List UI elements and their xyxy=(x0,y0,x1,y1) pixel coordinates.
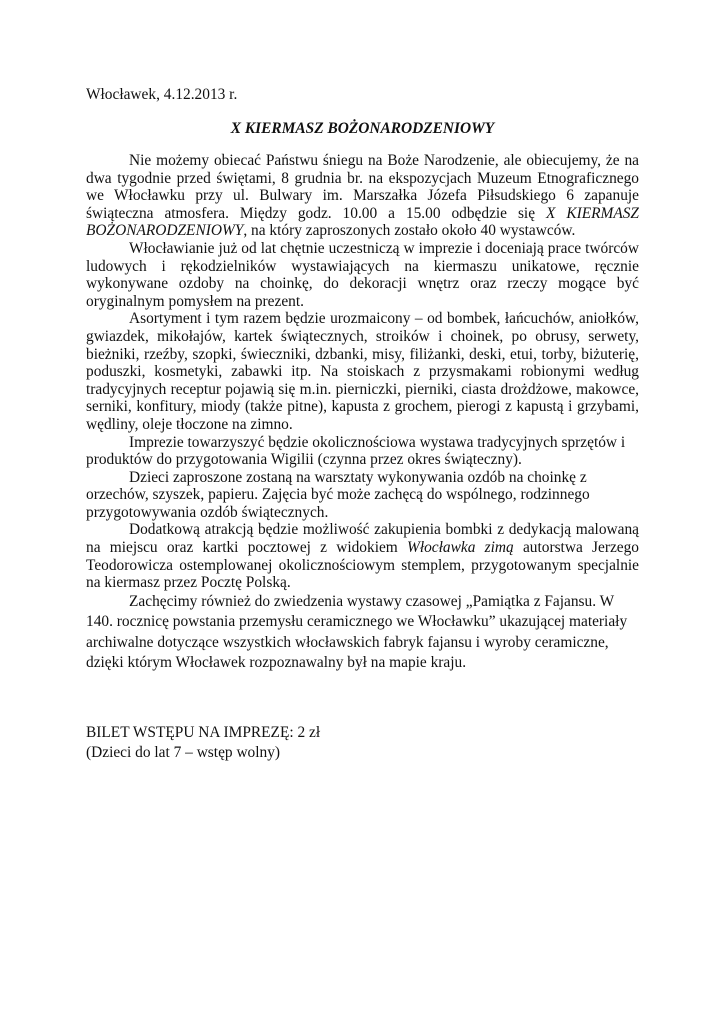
intro-event-name: X KIERMASZ BOŻONARODZENIOWY xyxy=(86,204,639,240)
ticket-price: BILET WSTĘPU NA IMPREZĘ: 2 zł xyxy=(86,723,321,741)
paragraph-intro xyxy=(86,152,639,240)
ticket-info xyxy=(86,723,639,763)
paragraph-attractions xyxy=(86,521,639,591)
document-page xyxy=(86,86,639,763)
intro-text-end: , na który zaproszonych zostało około 40 wystawców. xyxy=(243,222,576,240)
paragraph-workshops: Dzieci zaproszone zostaną na warsztaty wykonywania ozdób na choinkę z orzechów, szyszek, papieru. Zajęcia być może zachęcą do wspólnego, rodzinnego przygotowywania ozdób świątecznych. xyxy=(86,468,590,521)
intro-text-start: Nie możemy obiecać Państwu śniegu na Boże Narodzenie, ale obiecujemy, że na dwa tygodnie przed świętami, 8 grudnia br. na ekspozycjach Muzeum Etnograficznego we Włocławku przy ul. Bulwary im. Marszałka Józefa Piłsudskiego 6 zapanuje świąteczna atmosfera. Między godz. 10.00 a 15.00 odbędzie się xyxy=(86,152,639,222)
postcard-title: Włocławka zimą xyxy=(407,539,514,557)
paragraph-assortment: Asortyment i tym razem będzie urozmaicony – od bombek, łańcuchów, aniołków, gwiazdek, mikołajów, kartek świątecznych, stroików i choinek, po obrusy, serwety, bieżniki, rzeźby, szopki, świeczniki, dzbanki, misy, filiżanki, deski, etui, torby, biżuterię, poduszki, kosmetyki, zabawki itp. Na stoiskach z przysmakami robionymi według tradycyjnych receptur pojawią się m.in. pierniczki, pierniki, ciasta drożdżowe, makowce, serniki, konfitury, miody (także pitne), kapusta z grochem, pierogi z kapustą i grzybami, wędliny, oleje tłoczone na zimno. xyxy=(86,310,639,433)
date-line: Włocławek, 4.12.2013 r. xyxy=(86,86,238,103)
attractions-text-start: Dodatkową atrakcją będzie możliwość zakupienia bombki z dedykacją malowaną na miejscu oraz kartki pocztowej z widokiem xyxy=(86,521,639,557)
attractions-text-end: autorstwa Jerzego Teodorowicza ostemplowanej okolicznościowym stemplem, przygotowanym specjalnie na kiermasz przez Pocztę Polską. xyxy=(86,539,640,592)
ticket-children-note: (Dzieci do lat 7 – wstęp wolny) xyxy=(86,743,281,761)
document-title: X KIERMASZ BOŻONARODZENIOWY xyxy=(230,120,495,137)
paragraph-visitors: Włocławianie już od lat chętnie uczestniczą w imprezie i doceniają prace twórców ludowych i rękodzielników wystawiających na kiermaszu unikatowe, ręcznie wykonywane ozdoby na choinkę, do dekoracji wnętrz oraz rzeczy mogące być oryginalnym pomysłem na prezent. xyxy=(86,239,639,310)
paragraph-temporary-exhibition: Zachęcimy również do zwiedzenia wystawy czasowej „Pamiątka z Fajansu. W 140. rocznicę powstania przemysłu ceramicznego we Włocławku” ukazującej materiały archiwalne dotyczące wszystkich włocławskich fabryk fajansu i wyroby ceramiczne, dzięki którym Włocławek rozpoznawalny był na mapie kraju. xyxy=(86,592,628,672)
paragraph-exhibition: Imprezie towarzyszyć będzie okolicznościowa wystawa tradycyjnych sprzętów i produktów do przygotowania Wigilii (czynna przez okres świąteczny). xyxy=(86,433,626,469)
